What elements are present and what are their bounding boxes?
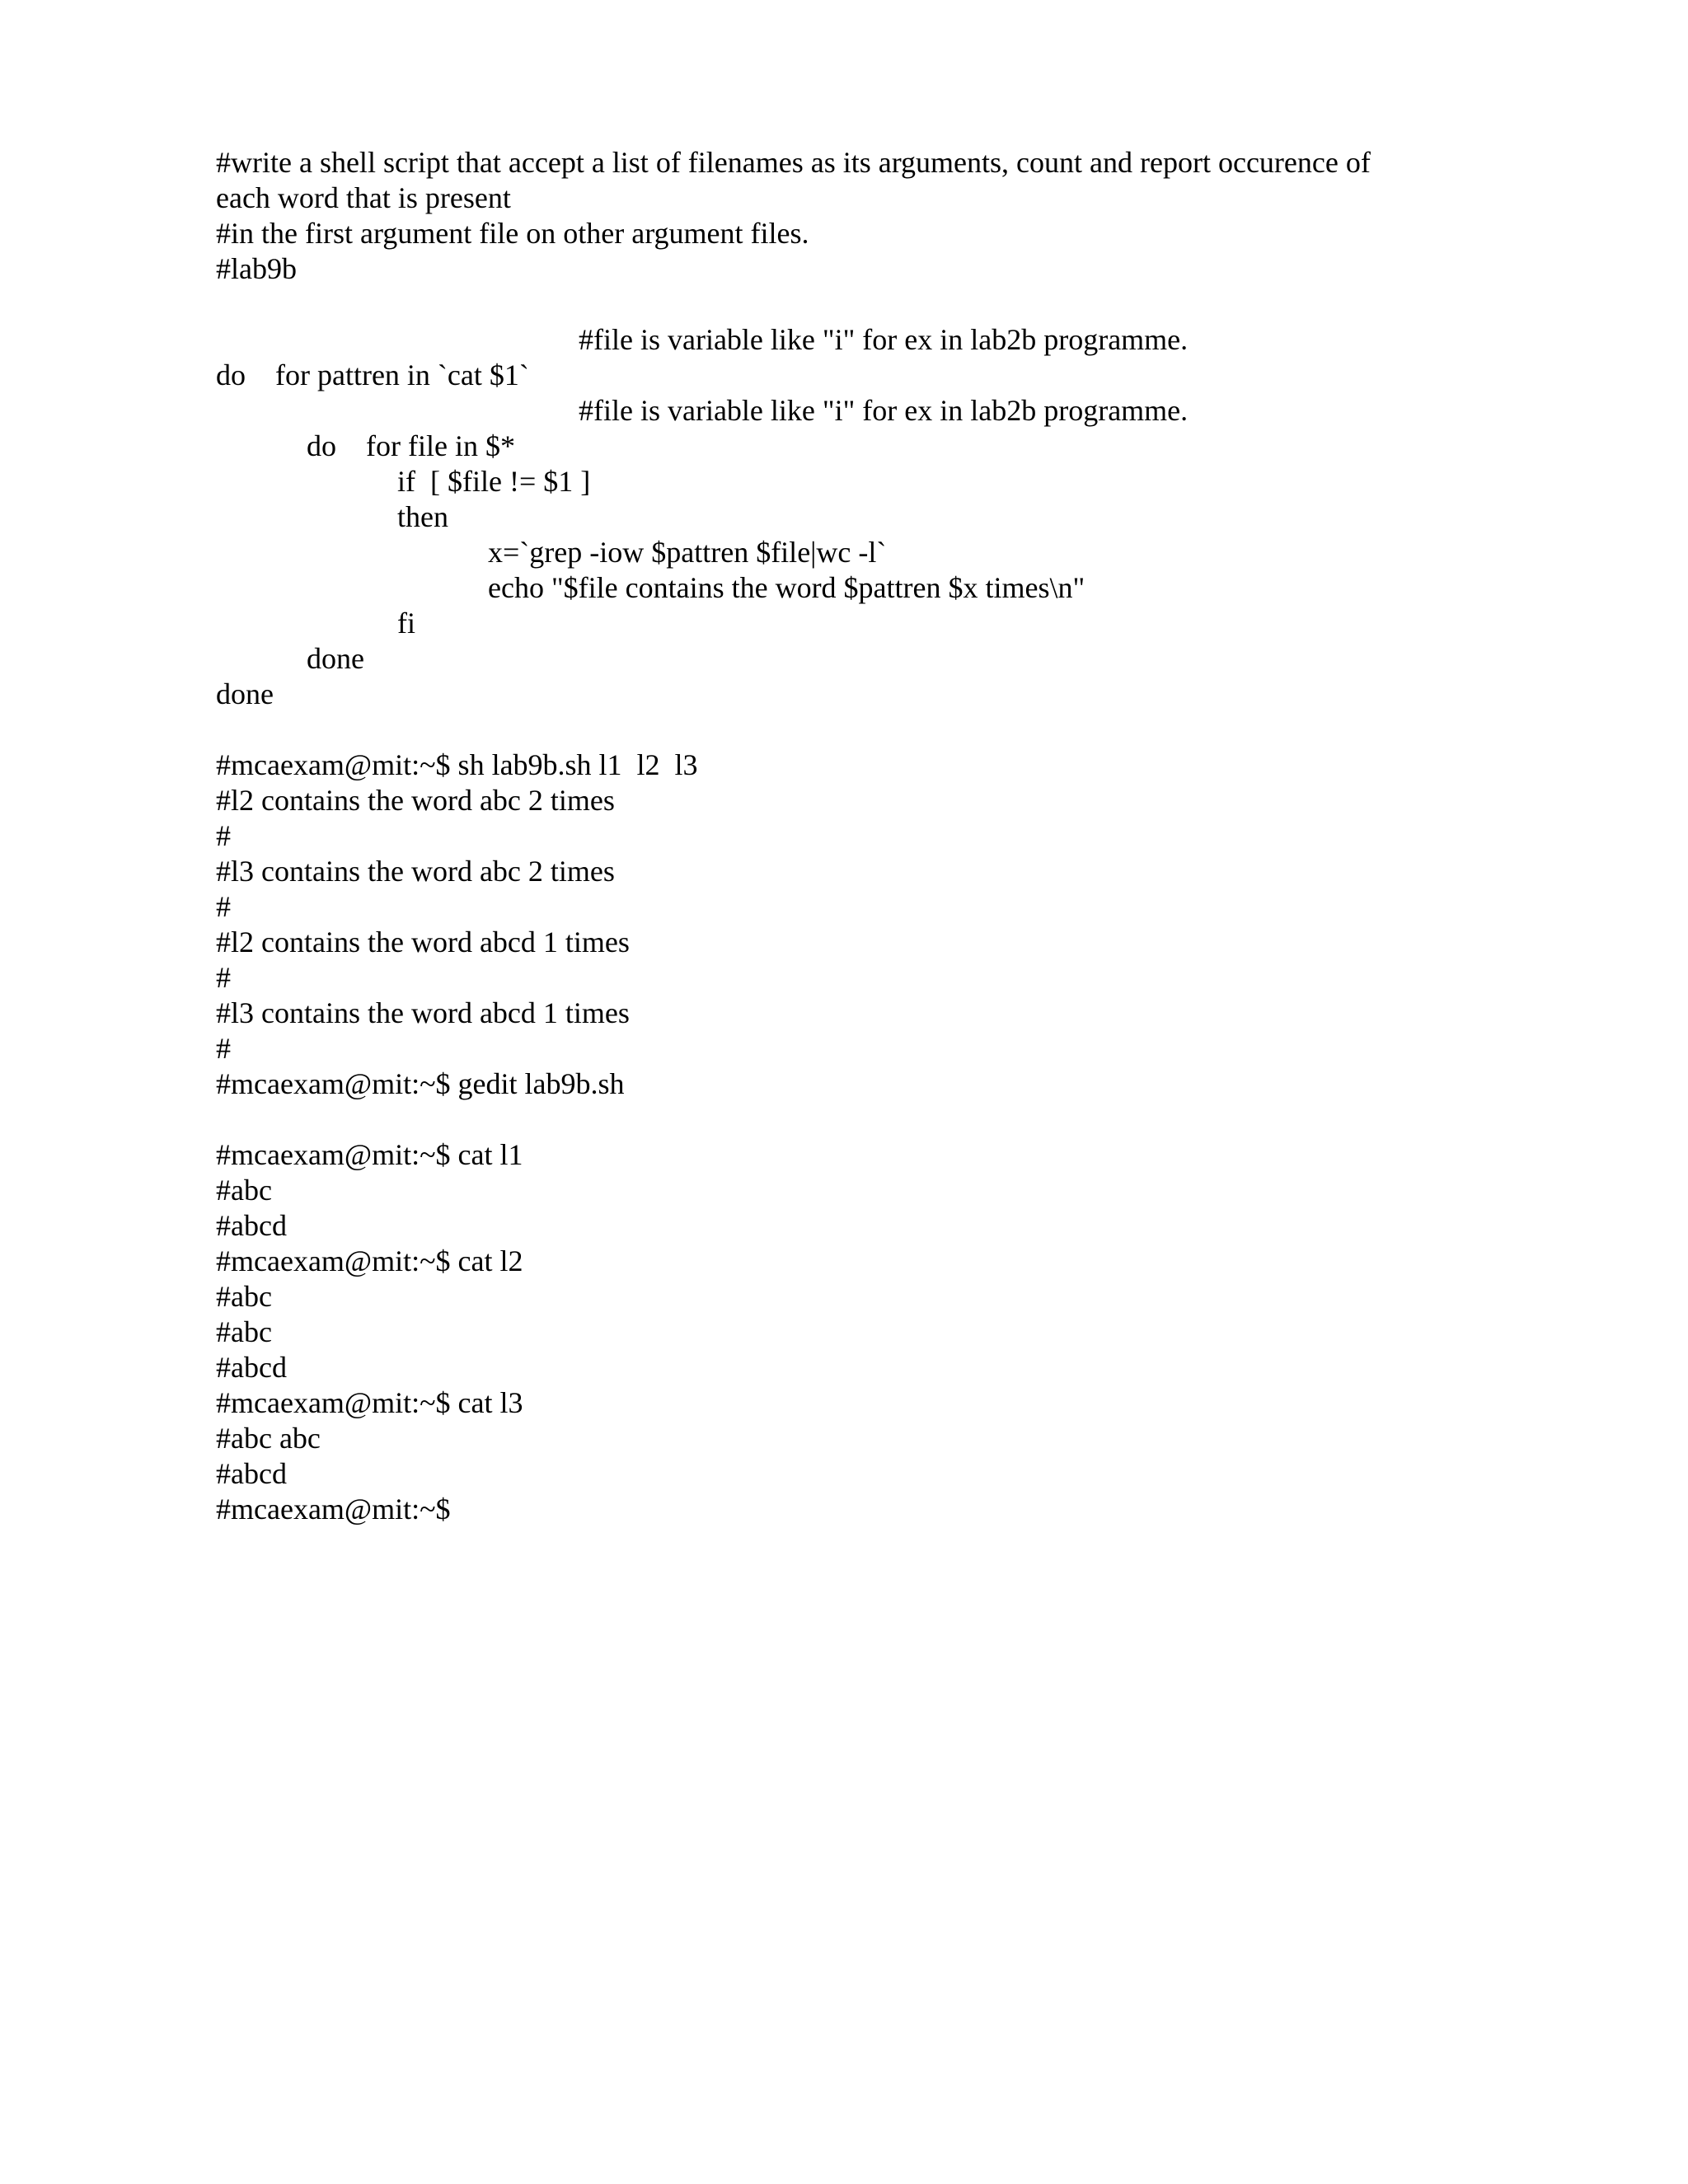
- listing-line: #mcaexam@mit:~$: [216, 1493, 451, 1526]
- code-line-assign: x=`grep -iow $pattren $file|wc -l`: [488, 536, 887, 569]
- code-line-then: then: [397, 500, 448, 533]
- blank-line: [216, 1102, 1502, 1137]
- output-line: #: [216, 819, 231, 852]
- output-line: #mcaexam@mit:~$ gedit lab9b.sh: [216, 1067, 625, 1100]
- code-line-inner-do: do: [307, 429, 336, 462]
- listing-line: #mcaexam@mit:~$ cat l3: [216, 1386, 523, 1419]
- header-line: #write a shell script that accept a list of filenames as its arguments, count and report occurence of: [216, 146, 1371, 179]
- code-text: for pattren in `cat $1`: [275, 359, 529, 391]
- output-line: #l2 contains the word abcd 1 times: [216, 926, 630, 958]
- output-line: #: [216, 890, 231, 923]
- output-line: #: [216, 1032, 231, 1065]
- code-line-outer-do: do: [216, 359, 246, 391]
- output-line: #l2 contains the word abc 2 times: [216, 784, 615, 817]
- file-listing: [216, 1137, 1502, 1527]
- document-body: [216, 145, 1502, 1527]
- header-line: #lab9b: [216, 252, 297, 285]
- code-comment: #file is variable like "i" for ex in lab2b programme.: [579, 394, 1189, 427]
- listing-line: #mcaexam@mit:~$ cat l1: [216, 1138, 523, 1171]
- listing-line: #mcaexam@mit:~$ cat l2: [216, 1244, 523, 1277]
- run-output: [216, 748, 1502, 1102]
- output-line: #mcaexam@mit:~$ sh lab9b.sh l1 l2 l3: [216, 748, 698, 781]
- blank-line: [216, 712, 1502, 748]
- listing-line: #abcd: [216, 1351, 287, 1384]
- output-line: #l3 contains the word abc 2 times: [216, 855, 615, 888]
- code-line-echo: echo "$file contains the word $pattren $x times\n": [488, 571, 1085, 604]
- blank-line: [216, 287, 1502, 322]
- header-line: each word that is present: [216, 181, 511, 214]
- header-comment: [216, 145, 1502, 287]
- listing-line: #abc: [216, 1174, 272, 1207]
- listing-line: #abcd: [216, 1209, 287, 1242]
- code-line-inner-done: done: [307, 642, 364, 675]
- listing-line: #abc abc: [216, 1422, 321, 1455]
- output-line: #: [216, 961, 231, 994]
- code-comment: #file is variable like "i" for ex in lab2b programme.: [579, 323, 1189, 356]
- listing-line: #abcd: [216, 1457, 287, 1490]
- header-line: #in the first argument file on other argument files.: [216, 217, 809, 250]
- script-body: [216, 322, 1502, 712]
- code-line-fi: fi: [397, 607, 415, 640]
- output-line: #l3 contains the word abcd 1 times: [216, 996, 630, 1029]
- code-line-if: if [ $file != $1 ]: [397, 465, 591, 498]
- code-line-outer-done: done: [216, 677, 274, 710]
- listing-line: #abc: [216, 1315, 272, 1348]
- listing-line: #abc: [216, 1280, 272, 1313]
- code-text: for file in $*: [366, 429, 515, 462]
